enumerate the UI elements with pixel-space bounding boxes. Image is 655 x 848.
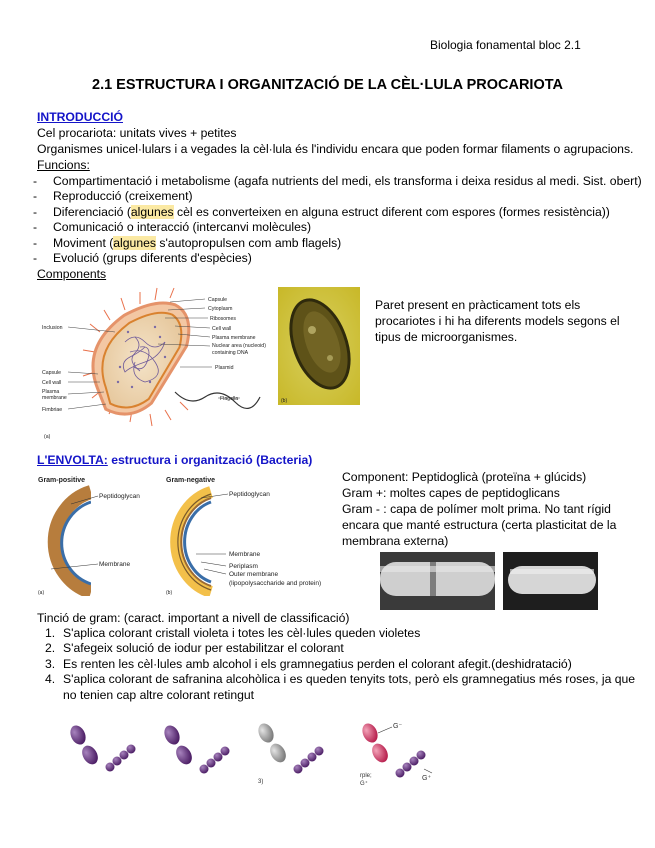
stain-panel-3 — [255, 721, 323, 785]
label-inclusion: Inclusion — [42, 325, 63, 331]
highlight: algunes — [130, 205, 174, 219]
tincio-step-text: S'aplica colorant cristall violeta i totes les cèl·lules queden violetes — [63, 626, 421, 640]
stain-panel-1 — [67, 723, 135, 772]
label-cell-wall: Cell wall — [212, 326, 232, 332]
stain-fig-3-label: 3) — [258, 779, 264, 785]
label-containing-dna: containing DNA — [212, 350, 249, 356]
bullet: - — [33, 189, 38, 203]
label-ribosomes: Ribosomes — [210, 316, 236, 322]
intro-heading-link[interactable]: INTRODUCCIÓ — [37, 110, 123, 124]
gram-part-a: (a) — [38, 590, 45, 596]
envolta-line-1: Component: Peptidoglicà (proteïna + glúcids) — [342, 470, 587, 484]
tincio-step-continued — [63, 688, 254, 704]
paret-line-3: tipus de microorganismes. — [375, 330, 518, 344]
gram-stain-illustration — [60, 715, 440, 790]
gram-part-b: (b) — [166, 590, 173, 596]
flagellum — [175, 392, 260, 408]
cell-body — [99, 308, 183, 412]
gram-negative-title: Gram-negative — [166, 477, 216, 484]
label-plasma-left: Plasma — [42, 389, 60, 395]
stain-panel-4 — [359, 721, 432, 787]
intro-line-2: Organismes unicel·lulars i a vegades la cèl·lula és l'individu encara que poden formar filaments o agrupacions. — [37, 142, 634, 156]
paret-line-2: procariotes i hi ha diferents models segons el — [375, 314, 620, 328]
function-item — [33, 220, 312, 236]
label-part-a: (a) — [44, 434, 51, 440]
envolta-line-5: membrana externa) — [342, 534, 449, 548]
document-header: Biologia fonamental bloc 2.1 — [430, 38, 581, 52]
function-text: Diferenciació ( — [53, 205, 131, 219]
label-capsule: Capsule — [208, 297, 228, 303]
gram-wall-figure — [36, 474, 346, 596]
function-text: Evolució (grups diferents d'espècies) — [53, 251, 252, 265]
bullet: - — [33, 251, 38, 265]
label-plasma-membrane: Plasma membrane — [212, 335, 256, 341]
tincio-step-text: S'afegeix solució de iodur per estabilitzar el colorant — [63, 641, 344, 655]
gram-positive-label: G⁺ — [422, 775, 432, 782]
tincio-step-text: no tenien cap altre colorant retingut — [63, 688, 255, 702]
page-title: 2.1 ESTRUCTURA I ORGANITZACIÓ DE LA CÈL·LULA PROCARIOTA — [92, 77, 563, 93]
intro-heading[interactable] — [37, 110, 123, 126]
bullet: - — [33, 174, 38, 188]
tincio-step-text: S'aplica colorant de safranina alcohòlica i es queden tenyits tots, però els gramnegatius més roses, ja que — [63, 672, 636, 686]
sem-micrographs — [380, 552, 600, 618]
function-text: Reproducció (creixement) — [53, 189, 193, 203]
function-item — [33, 236, 342, 252]
label-membrane-left: membrane — [42, 395, 67, 401]
highlight: algunes — [113, 236, 156, 250]
bullet: - — [33, 205, 38, 219]
gram-negative-membrane-label: Membrane — [229, 551, 261, 558]
envolta-line-4: encara que manté estructura (certa plasticitat de la — [342, 518, 617, 532]
label-capsule-left: Capsule — [42, 370, 62, 376]
bacterial-cell-figure — [40, 282, 370, 442]
label-plasmid: Plasmid — [215, 365, 234, 371]
gram-positive-title: Gram-positive — [38, 477, 86, 484]
function-item — [33, 174, 642, 190]
function-text: cèl es converteixen en alguna estruct diferent com espores (formes resistència)) — [173, 205, 610, 219]
tincio-step: 2. S'afegeix solució de iodur per estabilitzar el colorant — [45, 641, 344, 655]
function-item — [33, 205, 610, 221]
function-item — [33, 189, 193, 205]
envolta-heading-rest: estructura i organització (Bacteria) — [107, 453, 313, 467]
gram-negative-label: G⁻ — [393, 723, 403, 730]
label-cell-wall-left: Cell wall — [42, 380, 62, 386]
components-label: Components — [37, 267, 107, 281]
label-part-b: (b) — [281, 398, 288, 404]
stain-fig-4-label-a: rple; — [360, 773, 372, 779]
function-text: s'autopropulsen com amb flagels) — [155, 236, 342, 250]
function-item — [33, 251, 252, 267]
intro-line-1: Cel procariota: unitats vives + petites — [37, 126, 237, 140]
tincio-step: 3. Es renten les cèl·lules amb alcohol i els gramnegatius perden el colorant afegit.(deshidratació) — [45, 657, 572, 671]
stain-fig-4-label-b: G⁺ — [360, 781, 368, 787]
function-text: Comunicació o interacció (intercanvi molècules) — [53, 220, 312, 234]
tincio-intro: Tinció de gram: (caract. important a nivell de classificació) — [37, 611, 350, 625]
lps-label: (lipopolysaccharide and protein) — [229, 580, 322, 587]
envolta-link[interactable]: L'ENVOLTA: — [37, 453, 108, 467]
tincio-step: 1. S'aplica colorant cristall violeta i totes les cèl·lules queden violetes — [45, 626, 421, 640]
gram-positive-membrane-label: Membrane — [99, 561, 131, 568]
envolta-heading[interactable] — [37, 453, 312, 469]
tincio-step-text: Es renten les cèl·lules amb alcohol i els gramnegatius perden el colorant afegit.(deshidratació) — [63, 657, 572, 671]
envolta-line-3: Gram - : capa de polímer molt prima. No tant rígid — [342, 502, 611, 516]
paret-line-1: Paret present en pràcticament tots els — [375, 298, 581, 312]
label-cytoplasm: Cytoplasm — [208, 306, 233, 312]
stain-panel-2 — [161, 723, 229, 774]
function-text: Moviment ( — [53, 236, 114, 250]
label-nuclear-area: Nuclear area (nucleoid) — [212, 343, 266, 349]
gram-positive-peptidoglycan-label: Peptidoglycan — [99, 493, 140, 500]
envolta-line-2: Gram +: moltes capes de peptidoglicans — [342, 486, 560, 500]
label-flagella: Flagella — [220, 396, 239, 402]
gram-negative-peptidoglycan-label: Peptidoglycan — [229, 491, 270, 498]
outer-membrane-label: Outer membrane — [229, 571, 279, 578]
funcions-label: Funcions: — [37, 158, 90, 172]
label-fimbriae: Fimbriae — [42, 407, 63, 413]
tincio-step: 4. S'aplica colorant de safranina alcohòlica i es queden tenyits tots, però els gramnegatius més roses, ja que — [45, 672, 636, 686]
periplasm-label: Periplasm — [229, 563, 258, 570]
function-text: Compartimentació i metabolisme (agafa nutrients del medi, els transforma i deixa residus al medi. Sist. obert) — [53, 174, 642, 188]
bullet: - — [33, 220, 38, 234]
bullet: - — [33, 236, 38, 250]
